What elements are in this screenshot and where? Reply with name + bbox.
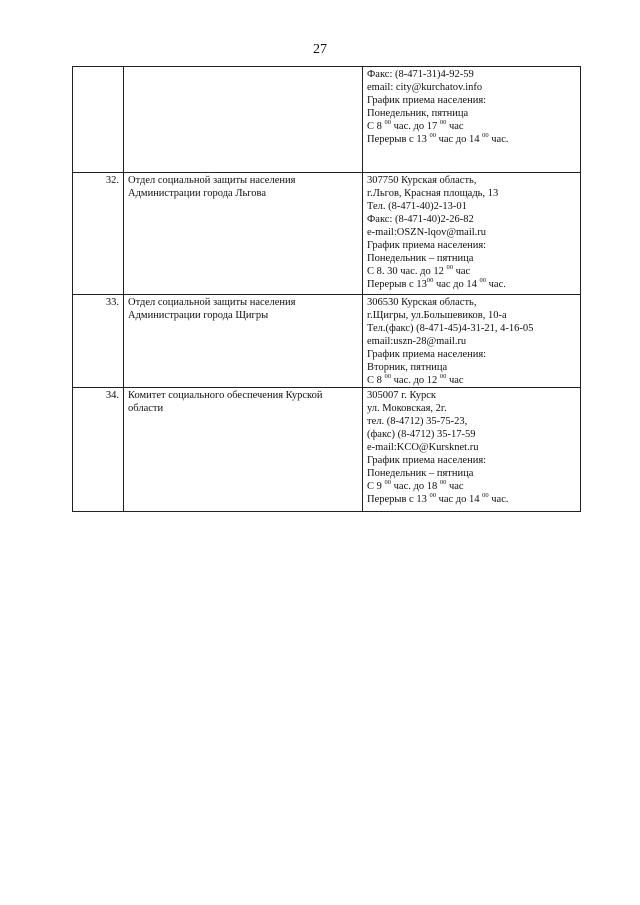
contact-line: тел. (8-4712) 35-75-23, — [367, 416, 468, 427]
time-minutes: 00 — [479, 277, 487, 284]
time-minutes: 00 — [439, 479, 447, 486]
schedule-text: час до 14 — [433, 279, 480, 290]
table-row — [73, 67, 581, 173]
contact-line: 306530 Курская область, — [367, 297, 477, 308]
contact-line: Понедельник – пятница — [367, 253, 474, 264]
time-minutes: 00 — [384, 119, 392, 126]
schedule-text: час. — [486, 279, 506, 290]
contact-line: Факс: (8-471-40)2-26-82 — [367, 214, 474, 225]
time-minutes: 00 — [446, 264, 453, 271]
schedule-text: час до 14 — [435, 134, 483, 145]
contact-line: г.Льгов, Красная площадь, 13 — [367, 188, 499, 199]
contact-line: (факс) (8-4712) 35-17-59 — [367, 429, 476, 440]
time-minutes: 00 — [482, 492, 489, 499]
schedule-line — [367, 493, 576, 506]
table-row — [73, 173, 581, 295]
contact-line: Тел. (8-471-40)2-13-01 — [367, 201, 467, 212]
contact-line: e-mail:OSZN-lqov@mail.ru — [367, 227, 487, 238]
organization-name: Комитет социального обеспечения Курской области — [124, 388, 363, 512]
contact-line: email: city@kurchatov.info — [367, 82, 483, 93]
contact-line: email:uszn-28@mail.ru — [367, 336, 467, 347]
schedule-text: Перерыв с 13 — [367, 134, 430, 145]
schedule-line — [367, 374, 576, 387]
schedule-text: С 8 — [367, 375, 385, 386]
schedule-text: час. до 12 — [391, 375, 440, 386]
contact-line: 307750 Курская область, — [367, 175, 477, 186]
schedule-text: час. до 17 — [391, 121, 440, 132]
contact-line: График приема населения: — [367, 349, 487, 360]
organization-name: Отдел социальной защиты населения Администрации города Щигры — [124, 295, 363, 388]
schedule-line — [367, 133, 576, 146]
contact-info — [363, 295, 581, 388]
schedule-line — [367, 480, 576, 493]
schedule-text: час — [446, 375, 464, 386]
contact-info — [363, 67, 581, 173]
schedule-line — [367, 265, 576, 278]
row-number: 32. — [73, 173, 124, 295]
contact-line: График приема населения: — [367, 95, 487, 106]
time-minutes: 00 — [384, 373, 392, 380]
contact-line: Понедельник – пятница — [367, 468, 474, 479]
contact-line: Тел.(факс) (8-471-45)4-31-21, 4-16-05 — [367, 323, 534, 334]
schedule-line — [367, 120, 576, 133]
table-row — [73, 295, 581, 388]
contact-line: г.Щигры, ул.Большевиков, 10-а — [367, 310, 507, 321]
time-minutes: 00 — [439, 373, 447, 380]
schedule-text: С 8 — [367, 121, 385, 132]
contact-line: ул. Моковская, 2г. — [367, 403, 447, 414]
schedule-line — [367, 278, 576, 291]
schedule-text: С 9 — [367, 481, 385, 492]
contact-line: График приема населения: — [367, 455, 487, 466]
organization-name: Отдел социальной защиты населения Администрации города Льгова — [124, 173, 363, 295]
time-minutes: 00 — [426, 277, 434, 284]
schedule-text: час — [452, 266, 471, 277]
contact-info — [363, 173, 581, 295]
contact-info — [363, 388, 581, 512]
row-number — [73, 67, 124, 173]
schedule-text: час до 14 — [435, 494, 483, 505]
contact-line: 305007 г. Курск — [367, 390, 436, 401]
row-number: 34. — [73, 388, 124, 512]
table-row — [73, 388, 581, 512]
schedule-text: час. — [488, 134, 509, 145]
time-minutes: 00 — [482, 132, 489, 139]
row-number: 33. — [73, 295, 124, 388]
schedule-text: Перерыв с 13 — [367, 494, 430, 505]
time-minutes: 00 — [439, 119, 447, 126]
contact-line: Понедельник, пятница — [367, 108, 469, 119]
schedule-text: час. — [488, 494, 509, 505]
contacts-table — [72, 66, 581, 512]
time-minutes: 00 — [429, 492, 436, 499]
time-minutes: 00 — [429, 132, 436, 139]
schedule-text: час — [446, 121, 464, 132]
schedule-text: час. до 18 — [391, 481, 440, 492]
page-number: 27 — [313, 42, 327, 57]
time-minutes: 00 — [384, 479, 392, 486]
contact-line: График приема населения: — [367, 240, 487, 251]
contact-line: e-mail:KCO@Kursknet.ru — [367, 442, 479, 453]
schedule-text: С 8. 30 час. до 12 — [367, 266, 447, 277]
organization-name — [124, 67, 363, 173]
contact-line: Вторник, пятница — [367, 362, 448, 373]
contact-line: Факс: (8-471-31)4-92-59 — [367, 69, 474, 80]
schedule-text: час — [446, 481, 464, 492]
schedule-text: Перерыв с 13 — [367, 279, 427, 290]
